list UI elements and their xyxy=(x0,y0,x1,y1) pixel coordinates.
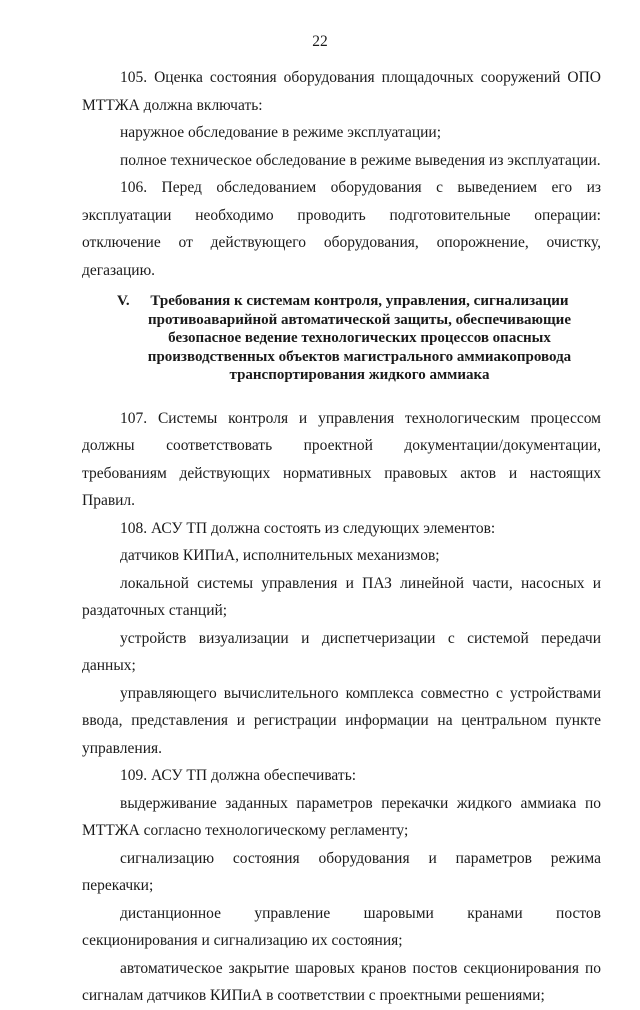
section-heading xyxy=(82,292,601,385)
paragraph-107: 107. Системы контроля и управления технологическим процессом должны соответствовать проектной документации/документации, требованиям действующих нормативных правовых актов и настоящих Правил. xyxy=(82,409,601,509)
paragraph-105: 105. Оценка состояния оборудования площадочных сооружений ОПО МТТЖА должна включать: xyxy=(82,69,601,114)
list-item: управляющего вычислительного комплекса совместно с устройствами ввода, представления и регистрации информации на центральном пункте управления. xyxy=(82,684,601,757)
list-item: устройств визуализации и диспетчеризации с системой передачи данных; xyxy=(82,629,601,674)
paragraph-108: 108. АСУ ТП должна состоять из следующих элементов: xyxy=(120,519,496,537)
list-item: выдерживание заданных параметров перекачки жидкого аммиака по МТТЖА согласно технологическому регламенту; xyxy=(82,794,601,839)
list-item: дистанционное управление шаровыми кранами постов секционирования и сигнализацию их состояния; xyxy=(82,904,601,949)
list-item: датчиков КИПиА, исполнительных механизмов; xyxy=(120,547,440,564)
section-title: Требования к системам контроля, управления, сигнализации противоаварийной автоматической защиты, обеспечивающие безопасное ведение технологических процессов опасных производственных объектов магистрального аммиакопровода транспортирования жидкого аммиака xyxy=(147,293,572,383)
list-item: наружное обследование в режиме эксплуатации; xyxy=(120,124,442,141)
list-item: полное техническое обследование в режиме выведения из эксплуатации. xyxy=(120,151,601,169)
list-item: локальной системы управления и ПАЗ линейной части, насосных и раздаточных станций; xyxy=(82,574,601,619)
document-body xyxy=(82,64,601,1010)
list-item: сигнализацию состояния оборудования и параметров режима перекачки; xyxy=(82,849,601,894)
paragraph-109: 109. АСУ ТП должна обеспечивать: xyxy=(120,767,357,784)
paragraph-106: 106. Перед обследованием оборудования с выведением его из эксплуатации необходимо проводить подготовительные операции: отключение от действующего оборудования, опорожнение, очистку, дегазацию. xyxy=(82,179,601,279)
section-number: V. xyxy=(117,293,130,309)
page-number: 22 xyxy=(312,33,328,50)
list-item: автоматическое закрытие шаровых кранов постов секционирования по сигналам датчиков КИПиА в соответствии с проектными решениями; xyxy=(82,959,601,1004)
